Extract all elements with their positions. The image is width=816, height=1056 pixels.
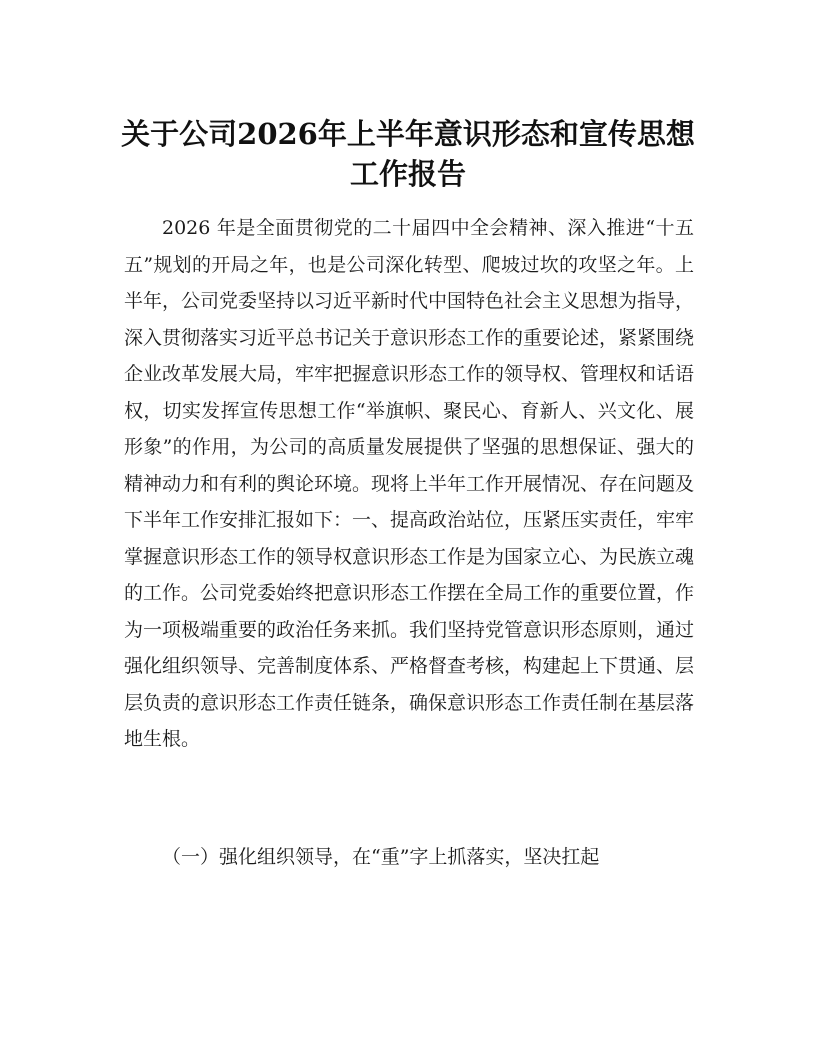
- section-heading: （一）强化组织领导，在“重”字上抓落实，坚决扛起: [162, 846, 600, 868]
- title-line-1: 关于公司2026年上半年意识形态和宣传思想: [121, 117, 695, 151]
- title-line-2: 工作报告: [349, 157, 466, 191]
- body-paragraph: 2026 年是全面贯彻党的二十届四中全会精神、深入推进“十五五”规划的开局之年，也是公司深化转型、爬坡过坎的攻坚之年。上半年，公司党委坚持以习近平新时代中国特色社会主义思想为指导，深入贯彻落实习近平总书记关于意识形态工作的重要论述，紧紧围绕企业改革发展大局，牢牢把握意识形态工作的领导权、管理权和话语权，切实发挥宣传思想工作“举旗帜、聚民心、育新人、兴文化、展形象”的作用，为公司的高质量发展提供了坚强的思想保证、强大的精神动力和有利的舆论环境。现将上半年工作开展情况、存在问题及下半年工作安排汇报如下：一、提高政治站位，压紧压实责任，牢牢掌握意识形态工作的领导权意识形态工作是为国家立心、为民族立魂的工作。公司党委始终把意识形态工作摆在全局工作的重要位置，作为一项极端重要的政治任务来抓。我们坚持党管意识形态原则，通过强化组织领导、完善制度体系、严格督查考核，构建起上下贯通、层层负责的意识形态工作责任链条，确保意识形态工作责任制在基层落地生根。: [124, 217, 695, 750]
- document-title: [110, 114, 706, 194]
